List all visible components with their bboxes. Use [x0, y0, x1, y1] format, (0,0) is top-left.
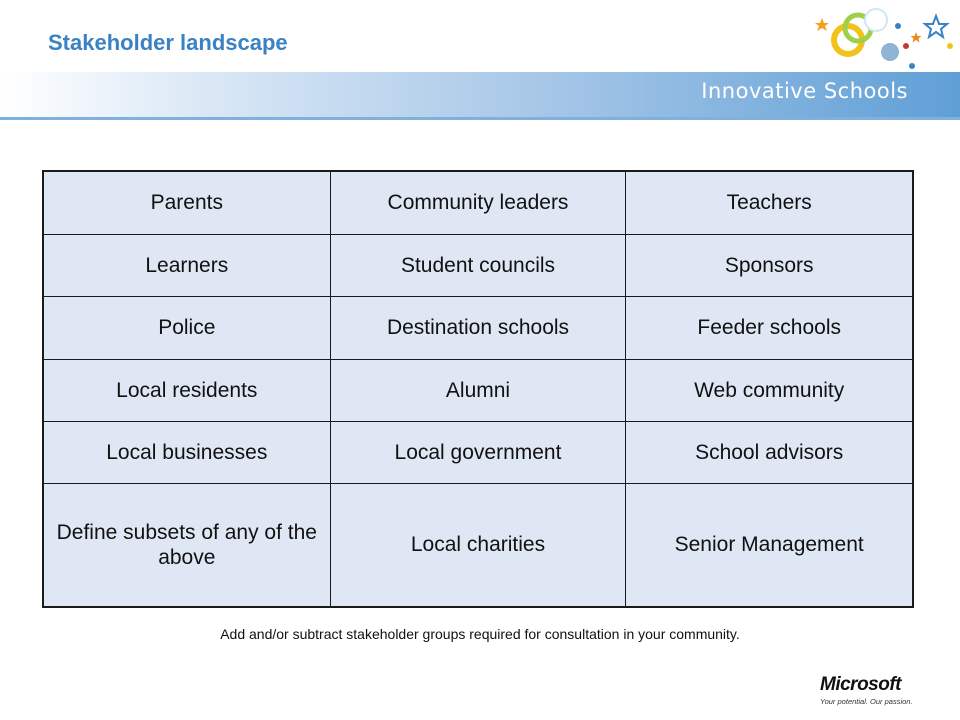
table-row	[43, 484, 913, 607]
circle-icon	[865, 9, 887, 31]
table-cell: Local government	[330, 421, 626, 483]
table-cell: Local businesses	[43, 421, 330, 483]
table-cell: Local charities	[330, 484, 626, 607]
table-cell: Destination schools	[330, 297, 626, 359]
table-cell: Alumni	[330, 359, 626, 421]
table-cell: School advisors	[626, 421, 913, 483]
star-icon	[911, 32, 922, 43]
table-row	[43, 359, 913, 421]
star-icon	[925, 16, 947, 37]
table-cell: Parents	[43, 171, 330, 234]
footnote: Add and/or subtract stakeholder groups required for consultation in your community.	[220, 626, 740, 642]
star-icon	[815, 18, 829, 31]
table-row	[43, 234, 913, 296]
table-cell: Learners	[43, 234, 330, 296]
circle-icon	[895, 23, 901, 29]
table-cell: Feeder schools	[626, 297, 913, 359]
table-cell: Web community	[626, 359, 913, 421]
table-cell: Local residents	[43, 359, 330, 421]
header-banner-line	[0, 117, 960, 120]
stakeholder-table	[42, 170, 914, 608]
circle-icon	[881, 43, 899, 61]
circle-icon	[947, 43, 953, 49]
table-cell: Teachers	[626, 171, 913, 234]
table-row	[43, 297, 913, 359]
circle-icon	[909, 63, 915, 69]
vendor-name: Microsoft	[820, 674, 901, 695]
table-cell: Sponsors	[626, 234, 913, 296]
decorative-stars-circles-art	[808, 6, 960, 72]
vendor-tagline: Your potential. Our passion.	[820, 697, 913, 706]
table-row	[43, 421, 913, 483]
circle-icon	[903, 43, 909, 49]
brand-name: Innovative Schools	[701, 79, 908, 103]
table-cell: Define subsets of any of the above	[43, 484, 330, 607]
microsoft-logo	[820, 674, 930, 706]
table-cell: Police	[43, 297, 330, 359]
slide-title: Stakeholder landscape	[48, 30, 288, 55]
table-row	[43, 171, 913, 234]
table-cell: Student councils	[330, 234, 626, 296]
table-cell: Community leaders	[330, 171, 626, 234]
table-cell: Senior Management	[626, 484, 913, 607]
